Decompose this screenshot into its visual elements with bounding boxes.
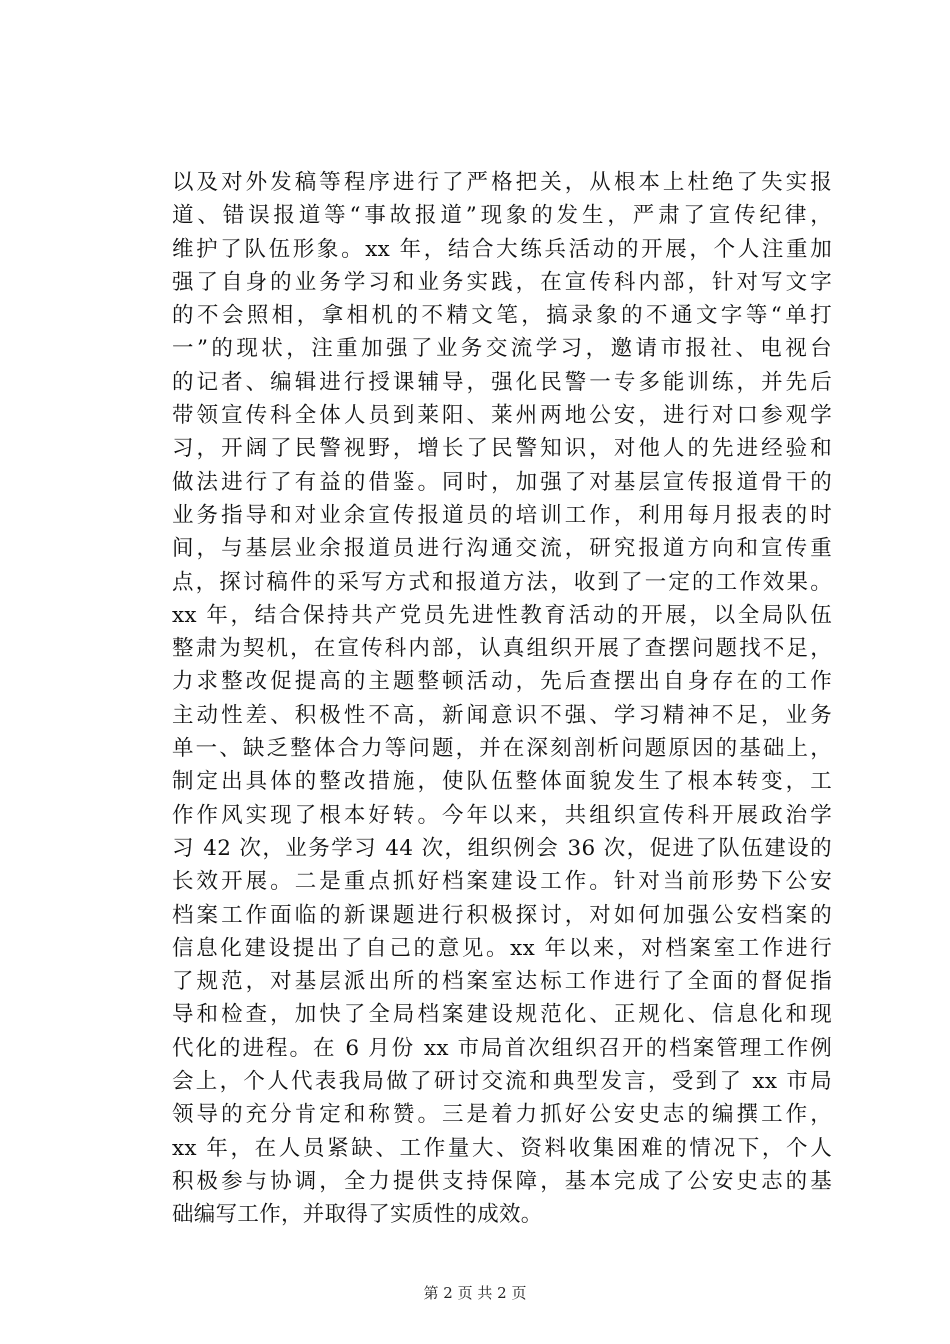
text-line: 点，探讨稿件的采写方式和报道方法，收到了一定的工作效果。 <box>172 569 832 595</box>
page-footer: 第 2 页 共 2 页 <box>423 1284 527 1302</box>
text-line: 信息化建设提出了自己的意见。xx 年以来，对档案室工作进行 <box>172 935 832 961</box>
text-line: 长效开展。二是重点抓好档案建设工作。针对当前形势下公安 <box>172 869 832 895</box>
text-line: 主动性差、积极性不高，新闻意识不强、学习精神不足，业务 <box>172 702 832 728</box>
text-line: 会上，个人代表我局做了研讨交流和典型发言，受到了 xx 市局 <box>172 1069 832 1095</box>
text-line: xx 年，结合保持共产党员先进性教育活动的开展，以全局队伍 <box>172 602 832 628</box>
text-line: 习 42 次，业务学习 44 次，组织例会 36 次，促进了队伍建设的 <box>172 835 832 861</box>
text-line: 维护了队伍形象。xx 年，结合大练兵活动的开展，个人注重加 <box>172 236 832 262</box>
text-line: 以及对外发稿等程序进行了严格把关，从根本上杜绝了失实报 <box>172 170 832 195</box>
text-line: 制定出具体的整改措施，使队伍整体面貌发生了根本转变，工 <box>172 769 832 795</box>
text-line: 的不会照相，拿相机的不精文笔，搞录象的不通文字等“单打 <box>172 303 832 329</box>
text-line: 作作风实现了根本好转。今年以来，共组织宣传科开展政治学 <box>172 802 832 828</box>
text-line: 领导的充分肯定和称赞。三是着力抓好公安史志的编撰工作， <box>172 1102 832 1128</box>
text-line: 间，与基层业余报道员进行沟通交流，研究报道方向和宣传重 <box>172 536 832 562</box>
text-line: 导和检查，加快了全局档案建设规范化、正规化、信息化和现 <box>172 1002 832 1028</box>
text-line: 一”的现状，注重加强了业务交流学习，邀请市报社、电视台 <box>172 336 832 362</box>
text-line: 力求整改促提高的主题整顿活动，先后查摆出自身存在的工作 <box>172 669 832 695</box>
text-line: 道、错误报道等“事故报道”现象的发生，严肃了宣传纪律， <box>172 203 832 229</box>
text-line: 积极参与协调，全力提供支持保障，基本完成了公安史志的基 <box>172 1168 832 1194</box>
text-line: 做法进行了有益的借鉴。同时，加强了对基层宣传报道骨干的 <box>172 469 832 495</box>
text-line: 的记者、编辑进行授课辅导，强化民警一专多能训练，并先后 <box>172 369 832 395</box>
text-line: xx 年，在人员紧缺、工作量大、资料收集困难的情况下，个人 <box>172 1135 832 1161</box>
text-line: 单一、缺乏整体合力等问题，并在深刻剖析问题原因的基础上， <box>172 736 832 762</box>
text-line: 习，开阔了民警视野，增长了民警知识，对他人的先进经验和 <box>172 436 832 462</box>
body-paragraph <box>172 166 832 1232</box>
text-line: 强了自身的业务学习和业务实践，在宣传科内部，针对写文字 <box>172 269 832 295</box>
text-line: 础编写工作，并取得了实质性的成效。 <box>172 1202 543 1228</box>
text-line: 业务指导和对业余宣传报道员的培训工作，利用每月报表的时 <box>172 502 832 528</box>
text-line: 了规范，对基层派出所的档案室达标工作进行了全面的督促指 <box>172 969 832 995</box>
text-line: 整肃为契机，在宣传科内部，认真组织开展了查摆问题找不足， <box>172 636 832 662</box>
text-line: 代化的进程。在 6 月份 xx 市局首次组织召开的档案管理工作例 <box>172 1035 832 1061</box>
text-line: 带领宣传科全体人员到莱阳、莱州两地公安，进行对口参观学 <box>172 403 832 429</box>
text-line: 档案工作面临的新课题进行积极探讨，对如何加强公安档案的 <box>172 902 832 928</box>
